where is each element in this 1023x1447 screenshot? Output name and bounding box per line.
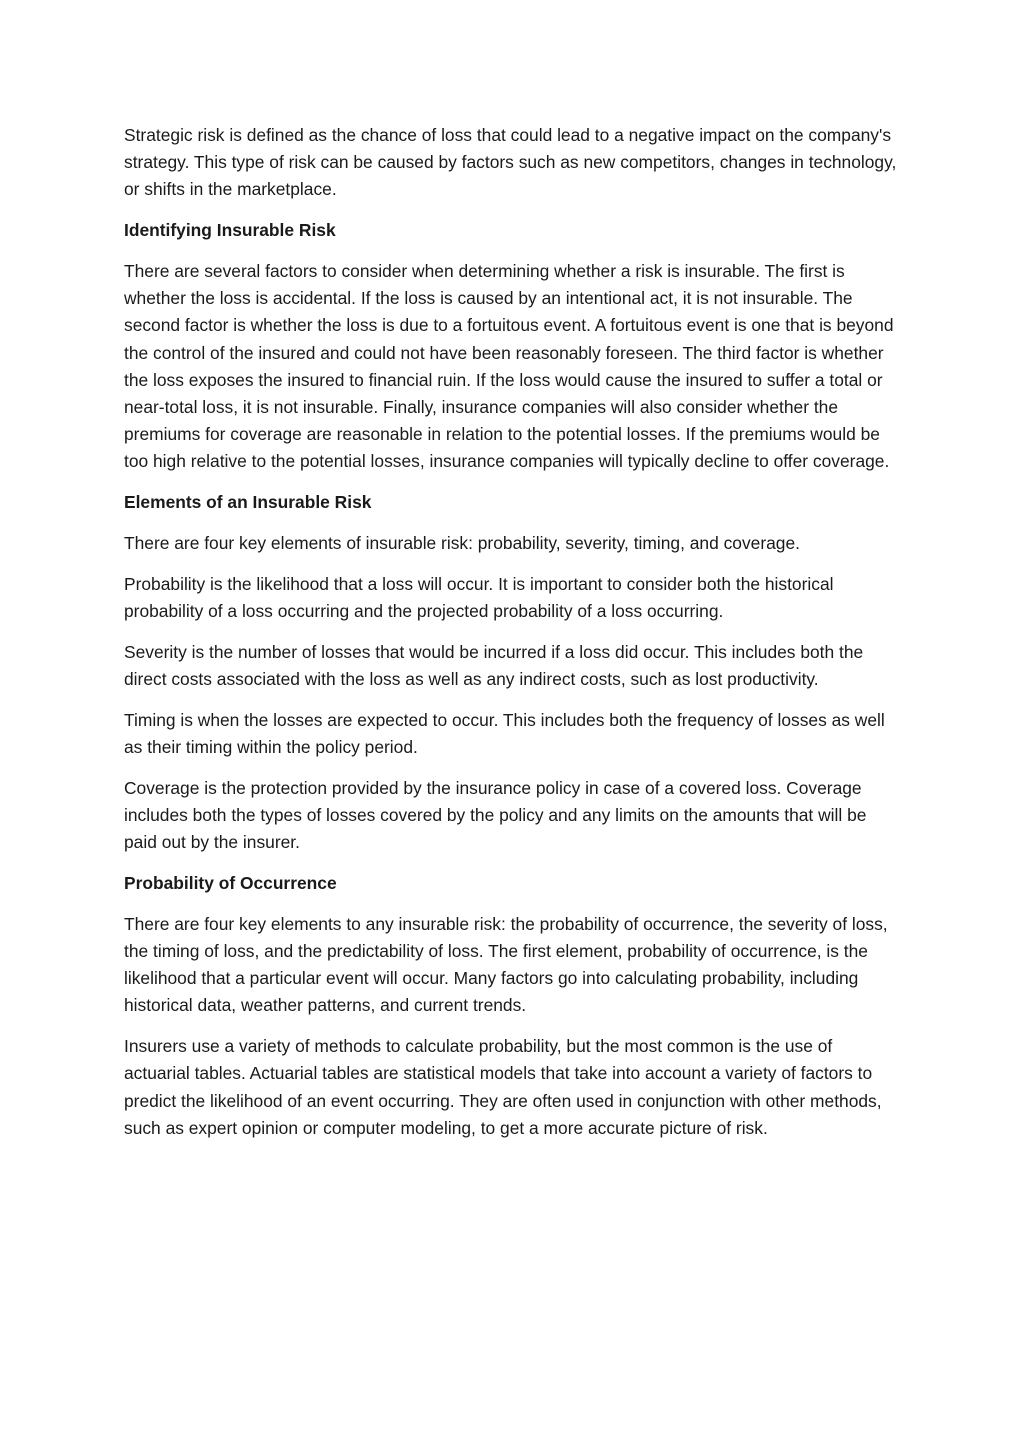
document-page (124, 122, 900, 1156)
heading-probability-of-occurrence: Probability of Occurrence (124, 873, 337, 894)
paragraph-four-key-elements: There are four key elements of insurable risk: probability, severity, timing, and coverage. (124, 533, 800, 554)
heading-identifying-insurable-risk: Identifying Insurable Risk (124, 220, 336, 241)
paragraph-probability-of-occurrence: There are four key elements to any insurable risk: the probability of occurrence, the severity of loss, the timing of loss, and the predictability of loss. The first element, probability of occurrence, is the likelihood that a particular event will occur. Many factors go into calculating probability, including historical data, weather patterns, and current trends. (124, 913, 888, 1016)
paragraph-coverage: Coverage is the protection provided by the insurance policy in case of a covered loss. Coverage includes both the types of losses covered by the policy and any limits on the amounts that will be paid out by the insurer. (124, 777, 867, 853)
paragraph-probability: Probability is the likelihood that a loss will occur. It is important to consider both the historical probability of a loss occurring and the projected probability of a loss occurring. (124, 573, 834, 622)
paragraph-timing: Timing is when the losses are expected to occur. This includes both the frequency of losses as well as their timing within the policy period. (124, 709, 885, 758)
heading-elements-of-insurable-risk: Elements of an Insurable Risk (124, 492, 372, 513)
paragraph-actuarial-tables: Insurers use a variety of methods to calculate probability, but the most common is the use of actuarial tables. Actuarial tables are statistical models that take into account a variety of factors to predict the likelihood of an event occurring. They are often used in conjunction with other methods, such as expert opinion or computer modeling, to get a more accurate picture of risk. (124, 1036, 882, 1138)
paragraph-severity: Severity is the number of losses that would be incurred if a loss did occur. This includes both the direct costs associated with the loss as well as any indirect costs, such as lost productivity. (124, 641, 864, 690)
paragraph-insurability-factors: There are several factors to consider when determining whether a risk is insurable. The first is whether the loss is accidental. If the loss is caused by an intentional act, it is not insurable. The second factor is whether the loss is due to a fortuitous event. A fortuitous event is one that is beyond the control of the insured and could not have been reasonably foreseen. The third factor is whether the loss exposes the insured to financial ruin. If the loss would cause the insured to suffer a total or near-total loss, it is not insurable. Finally, insurance companies will also consider whether the premiums for coverage are reasonable in relation to the potential losses. If the premiums would be too high relative to the potential losses, insurance companies will typically decline to offer coverage. (124, 261, 894, 472)
paragraph-strategic-risk: Strategic risk is defined as the chance of loss that could lead to a negative impact on the company's strategy. This type of risk can be caused by factors such as new competitors, changes in technology, or shifts in the marketplace. (124, 125, 897, 200)
